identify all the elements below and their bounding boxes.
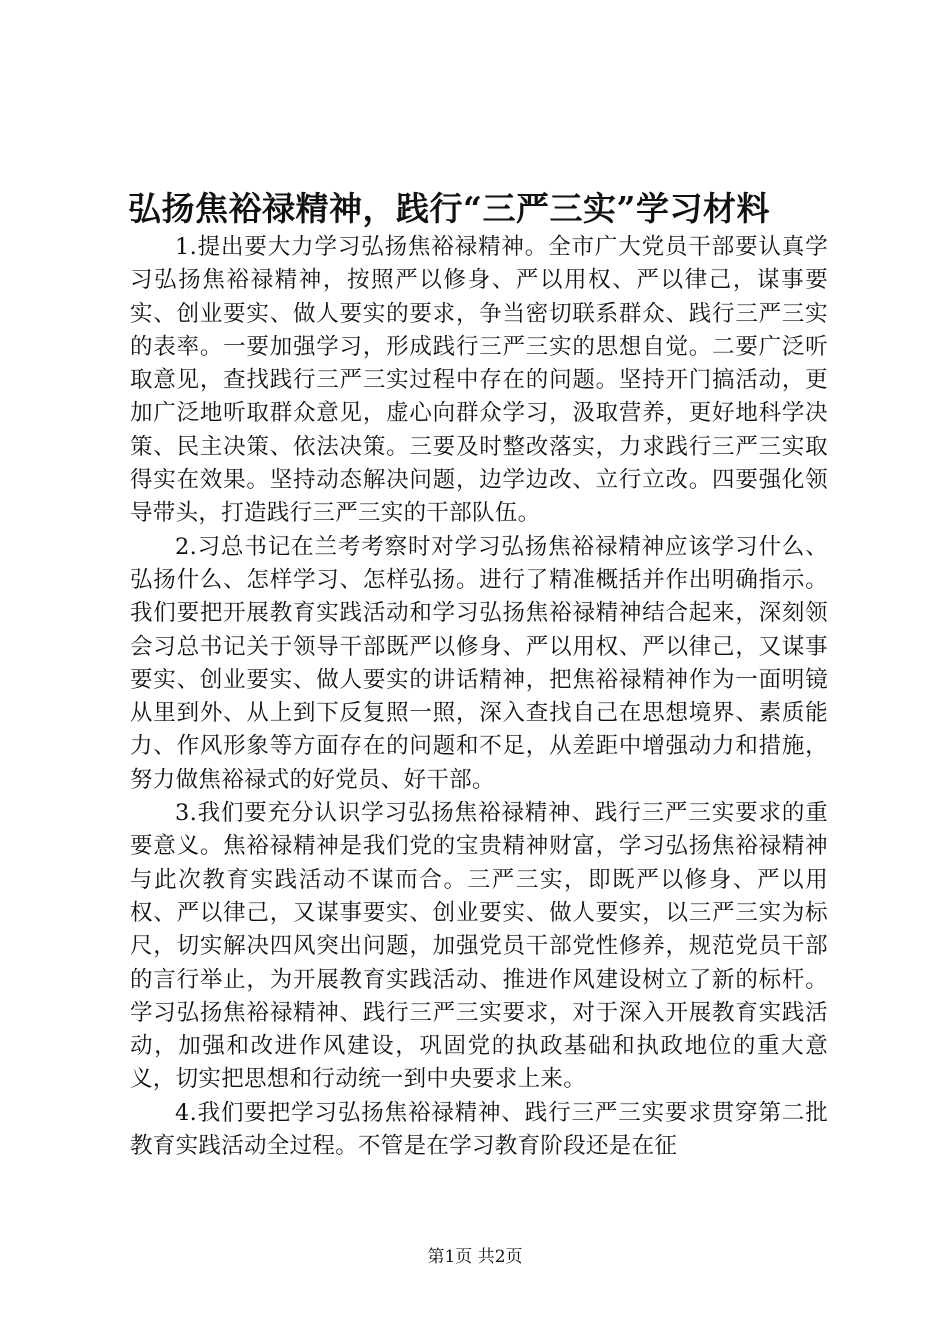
paragraph-1: 1.提出要大力学习弘扬焦裕禄精神。全市广大党员干部要认真学习弘扬焦裕禄精神，按照严以修身、严以用权、严以律己，谋事要实、创业要实、做人要实的要求，争当密切联系群众、践行三严三实的表率。一要加强学习，形成践行三严三实的思想自觉。二要广泛听取意见，查找践行三严三实过程中存在的问题。坚持开门搞活动，更加广泛地听取群众意见，虚心向群众学习，汲取营养，更好地科学决策、民主决策、依法决策。三要及时整改落实，力求践行三严三实取得实在效果。坚持动态解决问题，边学边改、立行立改。四要强化领导带头，打造践行三严三实的干部队伍。 [130,234,828,527]
page-number-footer: 第1页 共2页 [427,1247,523,1267]
paragraph-4: 4.我们要把学习弘扬焦裕禄精神、践行三严三实要求贯穿第二批教育实践活动全过程。不管是在学习教育阶段还是在征 [130,1099,828,1160]
document-body [130,231,828,1163]
paragraph-2: 2.习总书记在兰考考察时对学习弘扬焦裕禄精神应该学习什么、弘扬什么、怎样学习、怎样弘扬。进行了精准概括并作出明确指示。我们要把开展教育实践活动和学习弘扬焦裕禄精神结合起来，深刻领会习总书记关于领导干部既严以修身、严以用权、严以律己，又谋事要实、创业要实、做人要实的讲话精神，把焦裕禄精神作为一面明镜从里到外、从上到下反复照一照，深入查找自己在思想境界、素质能力、作风形象等方面存在的问题和不足，从差距中增强动力和措施，努力做焦裕禄式的好党员、好干部。 [130,533,828,793]
paragraph-3: 3.我们要充分认识学习弘扬焦裕禄精神、践行三严三实要求的重要意义。焦裕禄精神是我们党的宝贵精神财富，学习弘扬焦裕禄精神与此次教育实践活动不谋而合。三严三实，即既严以修身、严以用权、严以律己，又谋事要实、创业要实、做人要实，以三严三实为标尺，切实解决四风突出问题，加强党员干部党性修养，规范党员干部的言行举止，为开展教育实践活动、推进作风建设树立了新的标杆。学习弘扬焦裕禄精神、践行三严三实要求，对于深入开展教育实践活动，加强和改进作风建设，巩固党的执政基础和执政地位的重大意义，切实把思想和行动统一到中央要求上来。 [130,800,828,1093]
document-title: 弘扬焦裕禄精神，践行“三严三实”学习材料 [128,189,770,228]
